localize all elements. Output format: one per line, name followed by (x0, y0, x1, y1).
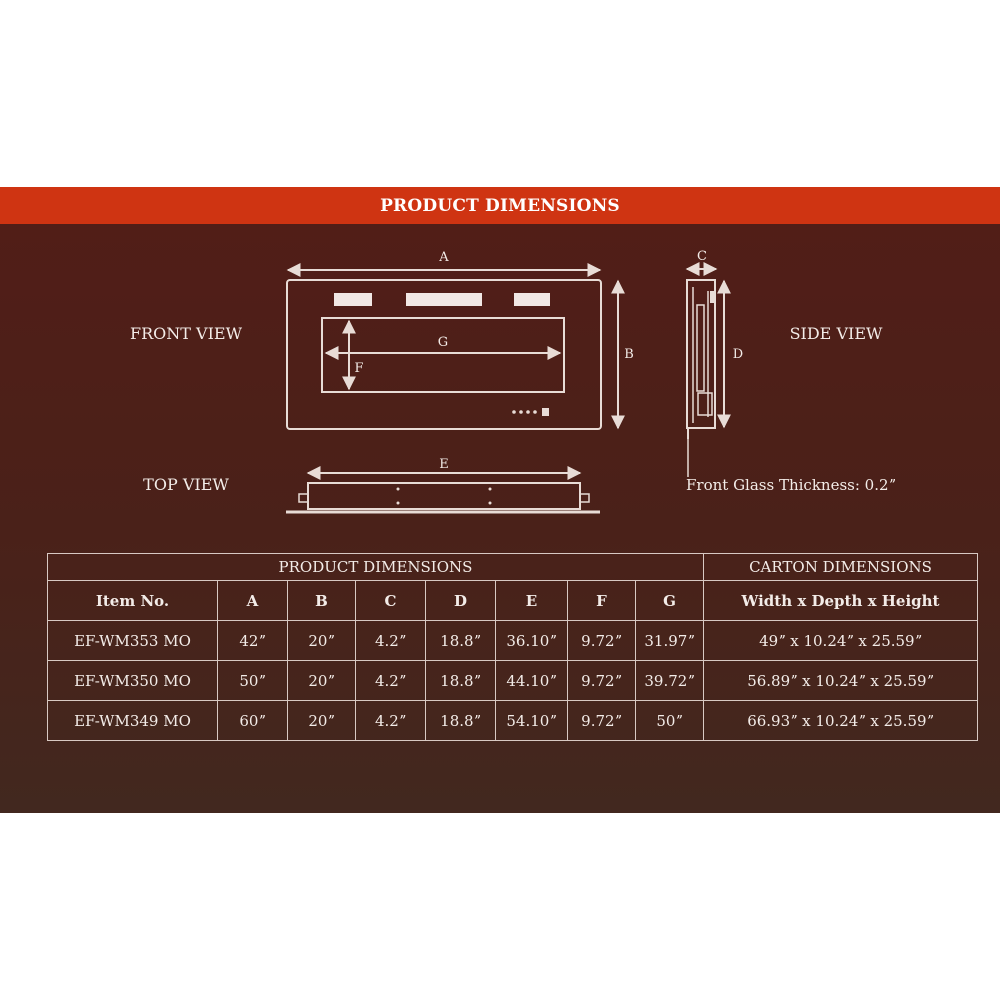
dim-label-b: B (624, 347, 634, 362)
col-f: F (568, 581, 636, 621)
cell-g: 50ˮ (636, 701, 704, 741)
cell-item: EF-WM350 MO (48, 661, 218, 701)
display-panel-left (334, 293, 372, 306)
cell-f: 9.72ˮ (568, 661, 636, 701)
cell-d: 18.8ˮ (426, 621, 496, 661)
cell-item: EF-WM353 MO (48, 621, 218, 661)
product-dimensions-header: PRODUCT DIMENSIONS (48, 554, 704, 581)
cell-d: 18.8ˮ (426, 701, 496, 741)
cell-e: 54.10ˮ (496, 701, 568, 741)
cell-g: 31.97ˮ (636, 621, 704, 661)
display-panel-center (406, 293, 482, 306)
table-row (48, 621, 978, 661)
dim-label-e: E (439, 457, 449, 472)
top-view-label: TOP VIEW (143, 475, 229, 494)
dim-label-a: A (439, 250, 449, 265)
col-g: G (636, 581, 704, 621)
table-row (48, 661, 978, 701)
carton-dimensions-header: CARTON DIMENSIONS (704, 554, 978, 581)
table-row (48, 701, 978, 741)
cell-g: 39.72ˮ (636, 661, 704, 701)
control-buttons-icon (512, 408, 549, 416)
front-view-label: FRONT VIEW (129, 324, 243, 343)
dim-label-f: F (354, 361, 364, 376)
cell-c: 4.2ˮ (356, 661, 426, 701)
col-a: A (218, 581, 288, 621)
cell-carton: 66.93ˮ x 10.24ˮ x 25.59ˮ (704, 701, 978, 741)
col-item-no: Item No. (48, 581, 218, 621)
col-c: C (356, 581, 426, 621)
col-b: B (288, 581, 356, 621)
table-column-header-row (48, 581, 978, 621)
side-view-drawing (686, 249, 896, 494)
display-panel-right (514, 293, 550, 306)
cell-b: 20ˮ (288, 661, 356, 701)
col-d: D (426, 581, 496, 621)
cell-b: 20ˮ (288, 621, 356, 661)
glass-window (322, 318, 564, 392)
cell-a: 42ˮ (218, 621, 288, 661)
dim-label-d: D (732, 347, 744, 362)
col-e: E (496, 581, 568, 621)
banner-title: PRODUCT DIMENSIONS (0, 187, 1000, 224)
top-profile-outline (308, 483, 580, 509)
cell-e: 44.10ˮ (496, 661, 568, 701)
side-view-label: SIDE VIEW (789, 324, 883, 343)
cell-e: 36.10ˮ (496, 621, 568, 661)
product-dimensions-panel (0, 187, 1000, 813)
cell-carton: 56.89ˮ x 10.24ˮ x 25.59ˮ (704, 661, 978, 701)
table-group-header-row (48, 554, 978, 581)
top-view-drawing (286, 457, 600, 512)
cell-d: 18.8ˮ (426, 661, 496, 701)
cell-b: 20ˮ (288, 701, 356, 741)
cell-a: 50ˮ (218, 661, 288, 701)
cell-f: 9.72ˮ (568, 621, 636, 661)
dim-label-g: G (437, 335, 449, 350)
cell-carton: 49ˮ x 10.24ˮ x 25.59ˮ (704, 621, 978, 661)
front-glass-note: Front Glass Thickness: 0.2ˮ (686, 476, 896, 494)
cell-item: EF-WM349 MO (48, 701, 218, 741)
col-carton: Width x Depth x Height (704, 581, 978, 621)
dim-label-c: C (697, 249, 707, 264)
cell-f: 9.72ˮ (568, 701, 636, 741)
cell-c: 4.2ˮ (356, 701, 426, 741)
cell-a: 60ˮ (218, 701, 288, 741)
dimensions-table (47, 553, 978, 741)
front-view-drawing (287, 250, 634, 429)
cell-c: 4.2ˮ (356, 621, 426, 661)
